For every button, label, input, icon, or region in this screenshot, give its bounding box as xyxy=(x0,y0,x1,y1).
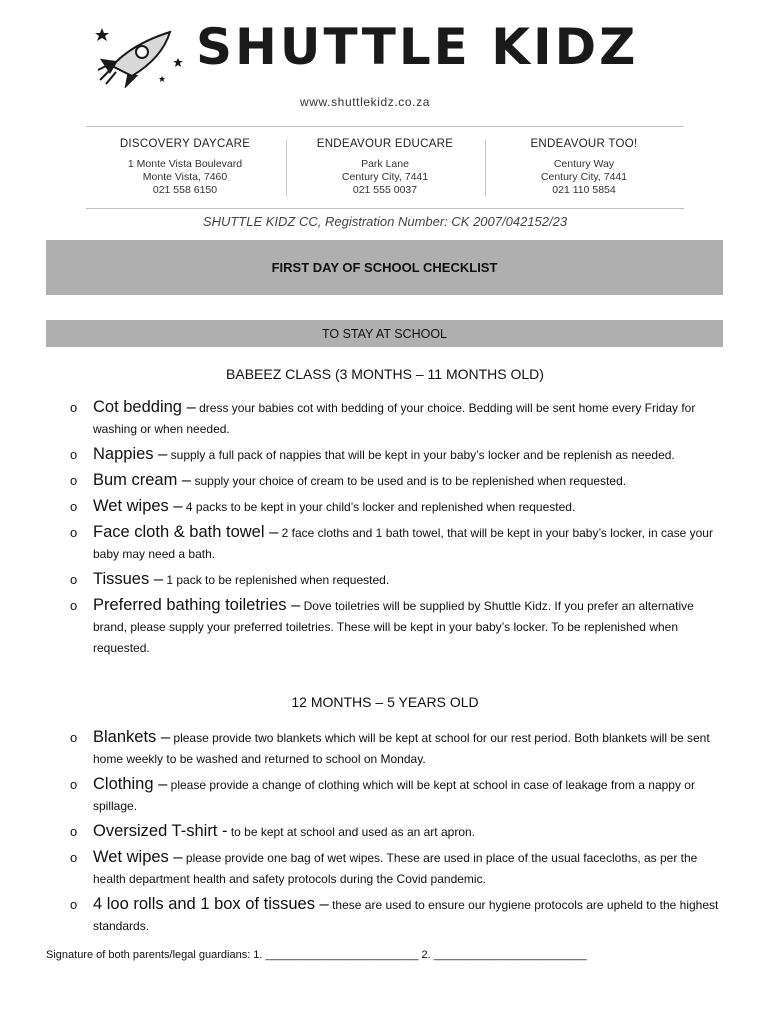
item-description: supply your choice of cream to be used and is to be replenished when requested. xyxy=(194,474,627,488)
list-item xyxy=(70,522,730,565)
bullet-icon: o xyxy=(70,447,78,462)
section-heading-toddlers: 12 MONTHS – 5 YEARS OLD xyxy=(291,694,479,710)
babeez-checklist xyxy=(70,397,730,663)
checklist-title-banner xyxy=(46,240,723,295)
item-term: Bum cream – xyxy=(93,471,192,489)
item-description: please provide two blankets which will be kept at school for our rest period. Both blankets will be sent home weekly to be washed and returned to school on Monday. xyxy=(93,731,710,766)
registration-line: SHUTTLE KIDZ CC, Registration Number: CK 2007/042152/23 xyxy=(202,214,568,229)
item-description: 1 pack to be replenished when requested. xyxy=(166,573,390,587)
rocket-logo-icon xyxy=(92,22,188,88)
signature-line: Signature of both parents/legal guardians: 1. _________________________ 2. _________________________ xyxy=(46,949,587,961)
branch-divider xyxy=(485,140,486,196)
letterhead-top-rule xyxy=(86,126,684,127)
bullet-icon: o xyxy=(70,598,78,613)
item-description: to be kept at school and used as an art apron. xyxy=(230,825,475,839)
bullet-icon: o xyxy=(70,572,78,587)
list-item xyxy=(70,774,730,817)
bullet-icon: o xyxy=(70,499,78,514)
item-description: 2 face cloths and 1 bath towel, that will be kept in your baby’s locker, in case your baby may need a bath. xyxy=(93,526,713,561)
list-item xyxy=(70,569,730,591)
branch-address-line: 1 Monte Vista Boulevard xyxy=(127,158,243,170)
bullet-icon: o xyxy=(70,730,78,745)
branch-phone: 021 110 5854 xyxy=(552,184,616,196)
checklist-subtitle-banner xyxy=(46,320,723,347)
item-description: please provide one bag of wet wipes. These are used in place of the usual facecloths, as per the health department health and safety protocols during the Covid pandemic. xyxy=(93,851,698,886)
brand-name: SHUTTLE KIDZ xyxy=(196,18,639,76)
branch-name: ENDEAVOUR EDUCARE xyxy=(316,138,454,150)
branch-name: ENDEAVOUR TOO! xyxy=(530,138,638,150)
bullet-icon: o xyxy=(70,400,78,415)
section-heading-babeez: BABEEZ CLASS (3 MONTHS – 11 MONTHS OLD) xyxy=(226,366,544,382)
item-description: please provide a change of clothing which will be kept at school in case of leakage from a nappy or spillage. xyxy=(93,778,695,813)
bullet-icon: o xyxy=(70,777,78,792)
list-item xyxy=(70,496,730,518)
bullet-icon: o xyxy=(70,850,78,865)
branch-address-line: Park Lane xyxy=(361,158,409,170)
item-description: 4 packs to be kept in your child’s locker and replenished when requested. xyxy=(185,500,576,514)
branch-address-line: Monte Vista, 7460 xyxy=(142,171,228,183)
item-term: Tissues – xyxy=(93,570,163,588)
item-term: Wet wipes – xyxy=(93,497,183,515)
bullet-icon: o xyxy=(70,473,78,488)
branch-address-line: Century Way xyxy=(553,158,615,170)
item-description: supply a full pack of nappies that will be kept in your baby’s locker and be replenish as needed. xyxy=(170,448,675,462)
list-item xyxy=(70,847,730,890)
bullet-icon: o xyxy=(70,824,78,839)
checklist-subtitle: TO STAY AT SCHOOL xyxy=(321,326,448,341)
item-term: Oversized T-shirt - xyxy=(93,822,228,840)
item-term: 4 loo rolls and 1 box of tissues – xyxy=(93,895,329,913)
branch-endeavour-too xyxy=(489,138,679,197)
list-item xyxy=(70,397,730,440)
branch-phone: 021 558 6150 xyxy=(152,184,218,196)
letterhead-bottom-rule xyxy=(86,208,684,209)
item-description: these are used to ensure our hygiene protocols are upheld to the highest standards. xyxy=(93,898,719,933)
item-description: dress your babies cot with bedding of your choice. Bedding will be sent home every Friday for washing or when needed. xyxy=(93,401,696,436)
list-item xyxy=(70,821,730,843)
bullet-icon: o xyxy=(70,897,78,912)
checklist-title: FIRST DAY OF SCHOOL CHECKLIST xyxy=(271,260,498,275)
list-item xyxy=(70,595,730,659)
item-description: Dove toiletries will be supplied by Shuttle Kidz. If you prefer an alternative brand, please supply your preferred toiletries. These will be kept in your baby’s locker. To be replenished when requested. xyxy=(93,599,694,655)
website-link[interactable]: www.shuttlekidz.co.za xyxy=(300,95,430,109)
branch-divider xyxy=(286,140,287,196)
branch-endeavour-educare xyxy=(290,138,480,197)
branch-discovery-daycare xyxy=(90,138,280,197)
toddler-checklist xyxy=(70,727,730,941)
bullet-icon: o xyxy=(70,525,78,540)
item-term: Face cloth & bath towel – xyxy=(93,523,279,541)
item-term: Wet wipes – xyxy=(93,848,183,866)
branch-address-line: Century City, 7441 xyxy=(540,171,628,183)
branch-address-line: Century City, 7441 xyxy=(341,171,429,183)
item-term: Cot bedding – xyxy=(93,398,196,416)
list-item xyxy=(70,444,730,466)
list-item xyxy=(70,894,730,937)
list-item xyxy=(70,470,730,492)
item-term: Clothing – xyxy=(93,775,168,793)
branch-name: DISCOVERY DAYCARE xyxy=(119,138,251,150)
item-term: Blankets – xyxy=(93,728,171,746)
item-term: Preferred bathing toiletries – xyxy=(93,596,301,614)
branch-phone: 021 555 0037 xyxy=(352,184,418,196)
list-item xyxy=(70,727,730,770)
item-term: Nappies – xyxy=(93,445,168,463)
